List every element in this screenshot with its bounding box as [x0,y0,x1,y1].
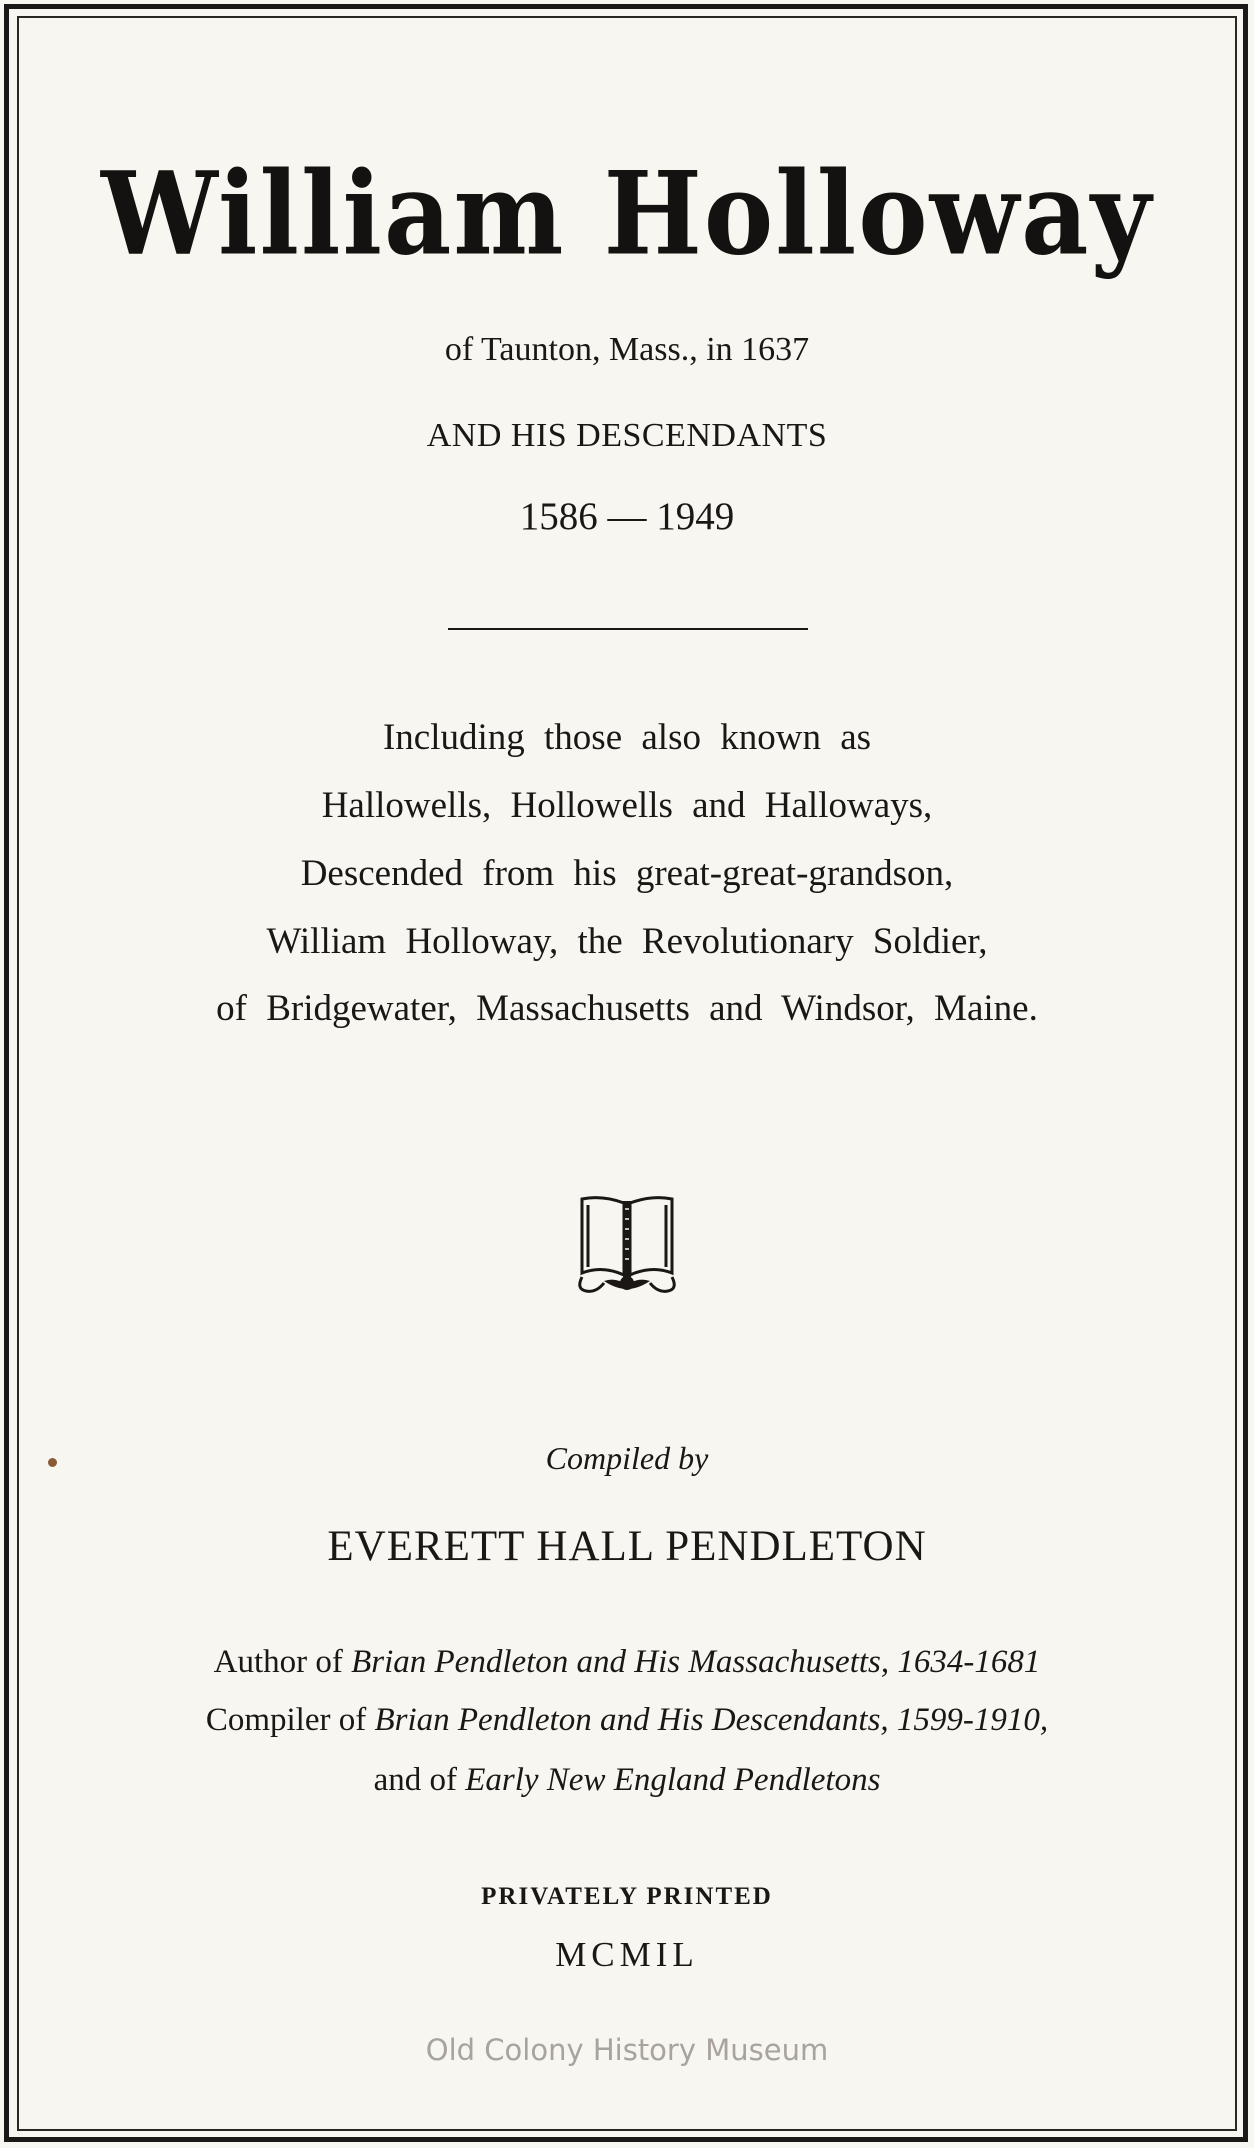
description-line-4: William Holloway, the Revolutionary Soldier, [266,921,988,962]
publication-date: MCMIL [555,1935,699,1974]
subtitle-descendants: AND HIS DESCENDANTS [426,417,828,454]
credit-line-3 [0,1762,1254,1799]
credit-line-1-prefix: Author of [213,1644,352,1680]
credit-line-1 [0,1644,1254,1681]
museum-watermark: Old Colony History Museum [425,2033,829,2067]
divider-rule [448,628,808,630]
credit-line-3-prefix: and of [373,1762,466,1798]
printed-note: PRIVATELY PRINTED [481,1883,773,1910]
paper-speck [48,1458,57,1467]
book-title: William Holloway [101,145,1153,282]
year-range: 1586 — 1949 [519,495,735,538]
description-line-5: of Bridgewater, Massachusetts and Windsor, Maine. [216,988,1038,1029]
open-book-icon [574,1193,680,1299]
description-line-3: Descended from his great-great-grandson, [300,853,954,894]
credit-line-1-title: Brian Pendleton and His Massachusetts, 1634-1681 [351,1644,1041,1680]
description-line-2: Hallowells, Hollowells and Halloways, [321,785,933,826]
credit-line-2-prefix: Compiler of [205,1702,375,1738]
compiled-by-label: Compiled by [545,1440,709,1476]
description-line-1: Including those also known as [382,717,872,758]
author-name: EVERETT HALL PENDLETON [327,1523,927,1570]
credit-line-3-title: Early New England Pendletons [465,1762,881,1798]
subtitle-location: of Taunton, Mass., in 1637 [444,331,810,368]
credit-line-2 [0,1702,1254,1739]
credit-line-2-title: Brian Pendleton and His Descendants, 1599-1910, [374,1702,1049,1738]
